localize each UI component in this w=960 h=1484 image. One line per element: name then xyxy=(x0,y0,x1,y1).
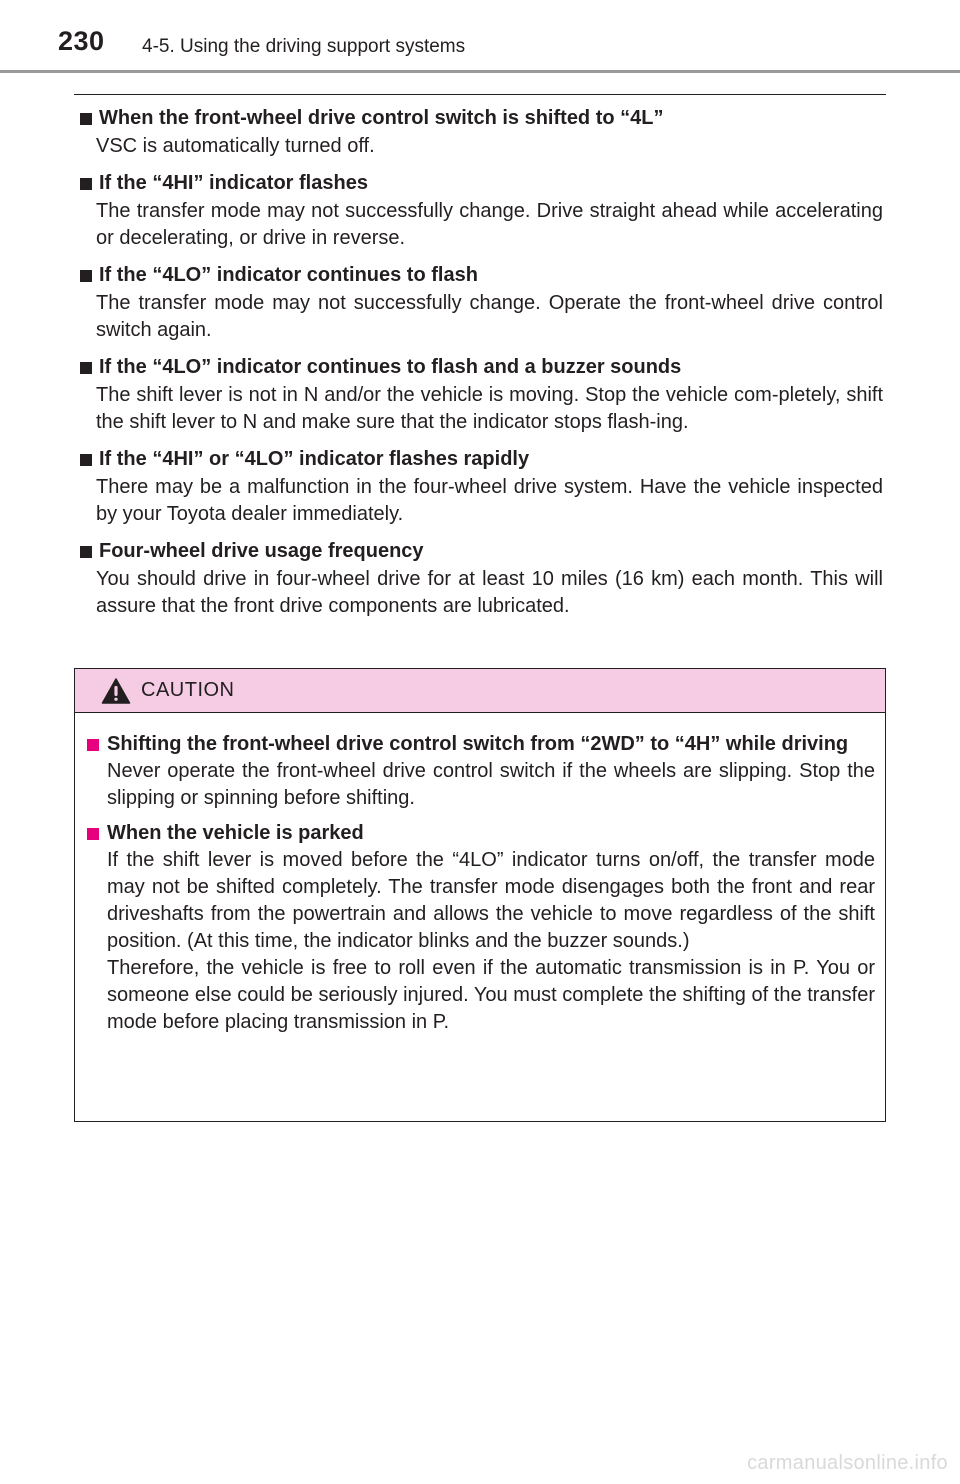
content-divider xyxy=(74,94,886,95)
caution-item xyxy=(85,820,875,1036)
square-bullet-icon xyxy=(80,270,92,282)
caution-item-heading-text: Shifting the front-wheel drive control switch from “2WD” to “4H” while driving xyxy=(107,733,849,755)
entry-body: The shift lever is not in N and/or the vehicle is moving. Stop the vehicle com-pletely, shift the shift lever to N and make sure that the indicator stops flash-ing. xyxy=(96,384,883,433)
entry-body: The transfer mode may not successfully change. Operate the front-wheel drive control switch again. xyxy=(96,292,883,341)
entry-heading xyxy=(78,353,883,382)
square-bullet-icon xyxy=(87,828,99,840)
caution-item-body: Never operate the front-wheel drive control switch if the wheels are slipping. Stop the slipping or spinning before shifting. xyxy=(107,760,875,809)
entry-heading-text: If the “4LO” indicator continues to flash and a buzzer sounds xyxy=(99,356,682,378)
entry-heading-text: When the front-wheel drive control switch is shifted to “4L” xyxy=(99,107,664,129)
watermark: carmanualsonline.info xyxy=(747,1452,948,1474)
entry-body: The transfer mode may not successfully change. Drive straight ahead while accelerating or decelerating, or drive in reverse. xyxy=(96,200,883,249)
caution-header xyxy=(75,669,885,713)
square-bullet-icon xyxy=(80,546,92,558)
main-content xyxy=(78,104,883,629)
entry-body: You should drive in four-wheel drive for at least 10 miles (16 km) each month. This will assure that the front drive components are lubricated. xyxy=(96,568,883,617)
entry-heading xyxy=(78,537,883,566)
entry xyxy=(78,445,883,528)
entry-heading-text: If the “4HI” or “4LO” indicator flashes rapidly xyxy=(99,448,530,470)
entry-heading xyxy=(78,169,883,198)
page-number: 230 xyxy=(58,26,105,56)
page-header xyxy=(0,0,960,75)
entry-heading xyxy=(78,445,883,474)
entry-heading-text: Four-wheel drive usage frequency xyxy=(99,540,424,562)
caution-box xyxy=(74,668,886,1122)
entry-heading xyxy=(78,104,883,133)
caution-item-body: Therefore, the vehicle is free to roll even if the automatic transmission is in P. You or someone else could be seriously injured. You must complete the shifting of the transfer mode before placing transmission in P. xyxy=(107,957,875,1033)
entry xyxy=(78,537,883,620)
square-bullet-icon xyxy=(80,454,92,466)
entry-heading xyxy=(78,261,883,290)
entry-heading-text: If the “4HI” indicator flashes xyxy=(99,172,368,194)
caution-item-heading-text: When the vehicle is parked xyxy=(107,822,364,844)
header-divider xyxy=(0,70,960,73)
entry xyxy=(78,169,883,252)
caution-item xyxy=(85,731,875,812)
square-bullet-icon xyxy=(87,739,99,751)
section-title: 4-5. Using the driving support systems xyxy=(142,36,466,57)
caution-item-heading xyxy=(85,731,875,758)
caution-label: CAUTION xyxy=(141,679,235,701)
square-bullet-icon xyxy=(80,362,92,374)
entry-body: VSC is automatically turned off. xyxy=(96,135,375,157)
square-bullet-icon xyxy=(80,178,92,190)
caution-content xyxy=(85,731,875,1044)
entry xyxy=(78,104,883,160)
entry xyxy=(78,261,883,344)
entry-heading-text: If the “4LO” indicator continues to flash xyxy=(99,264,478,286)
entry xyxy=(78,353,883,436)
entry-body: There may be a malfunction in the four-wheel drive system. Have the vehicle inspected by your Toyota dealer immediately. xyxy=(96,476,883,525)
square-bullet-icon xyxy=(80,113,92,125)
warning-triangle-icon xyxy=(101,677,131,705)
caution-item-heading xyxy=(85,820,875,847)
caution-item-body: If the shift lever is moved before the “4LO” indicator turns on/off, the transfer mode may not be shifted completely. The transfer mode disengages both the front and rear driveshafts from the powertrain and allows the vehicle to move regardless of the shift position. (At this time, the indicator blinks and the buzzer sounds.) xyxy=(107,849,875,952)
